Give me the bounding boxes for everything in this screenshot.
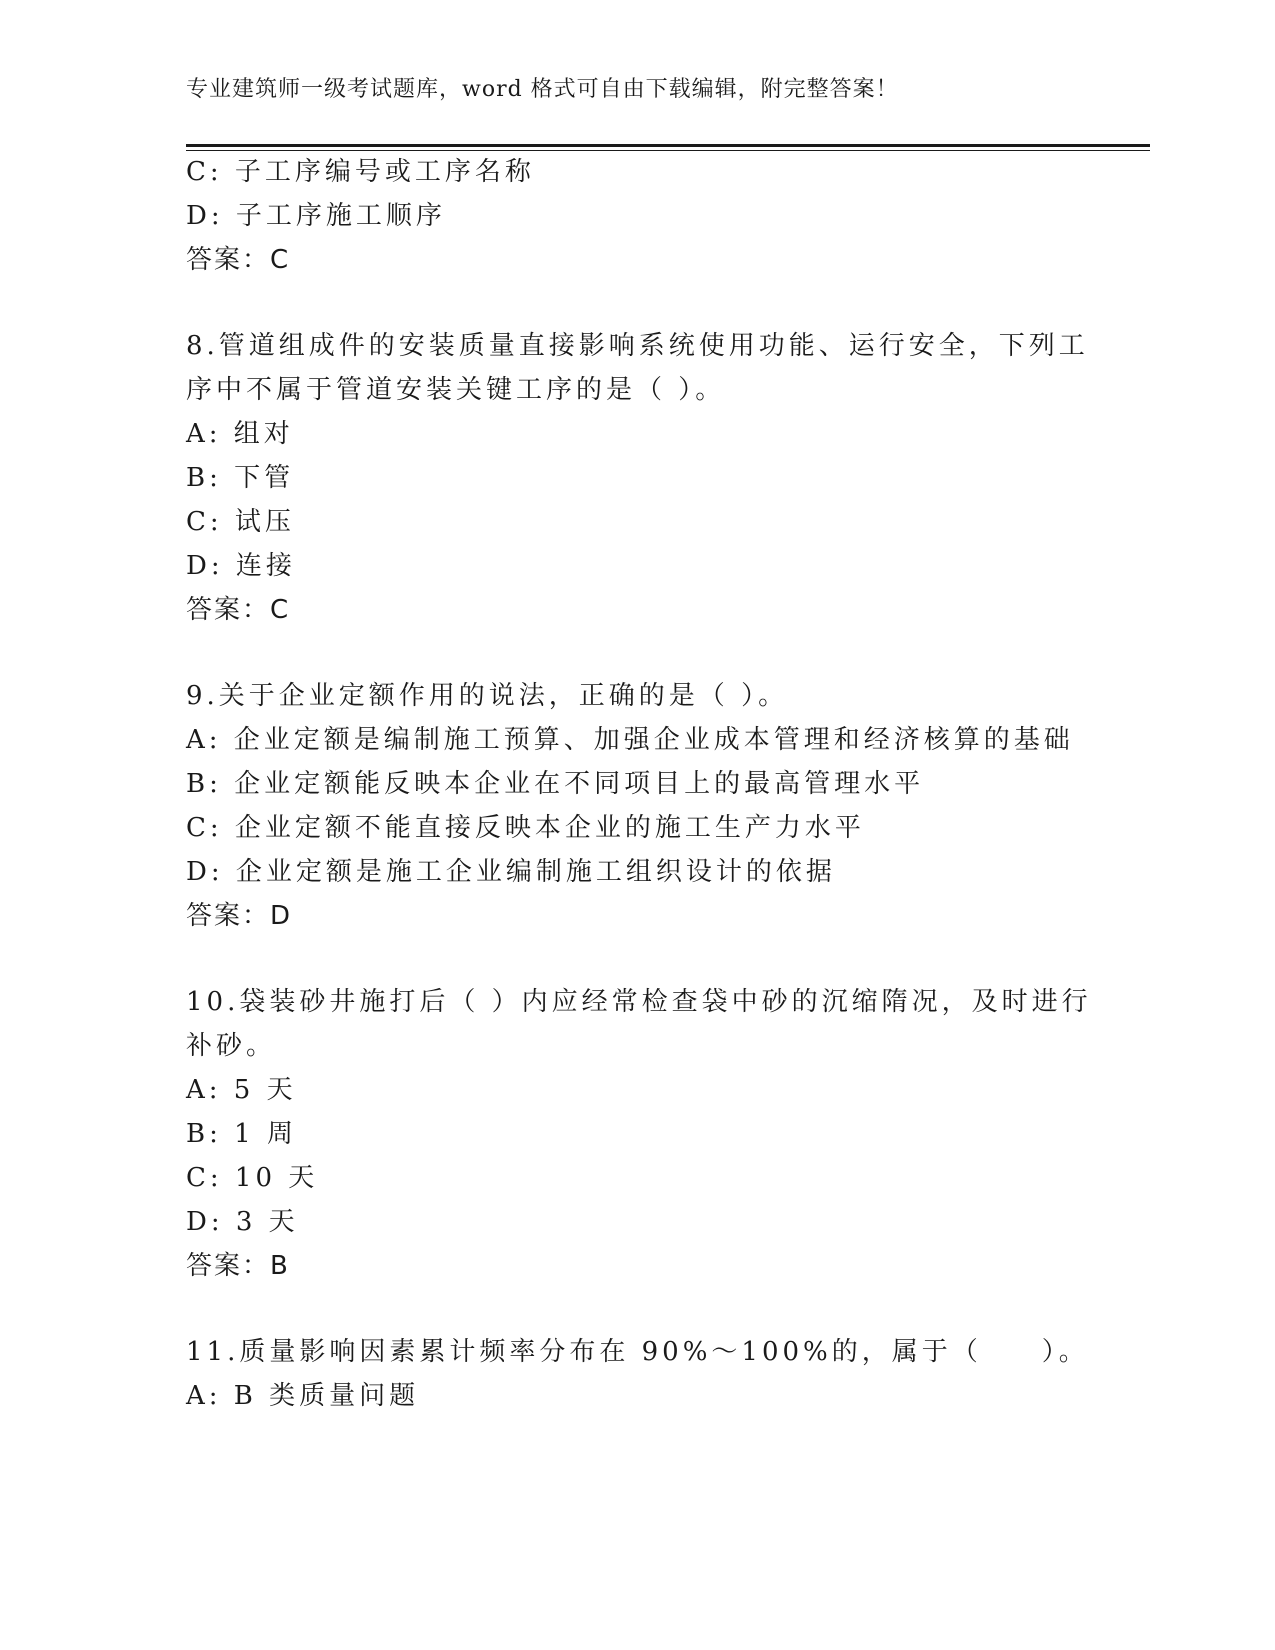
q10-option-b: B: 1 周 xyxy=(186,1119,297,1149)
q7-option-c: C: 子工序编号或工序名称 xyxy=(186,157,535,187)
header-rule-thin xyxy=(186,150,1150,151)
q8-answer: 答案：C xyxy=(186,595,291,625)
q8-stem-line1: 8.管道组成件的安装质量直接影响系统使用功能、运行安全，下列工 xyxy=(186,331,1089,361)
q10-stem-line1: 10.袋装砂井施打后（ ）内应经常检查袋中砂的沉缩隋况，及时进行 xyxy=(186,987,1092,1017)
q8-option-b: B: 下管 xyxy=(186,463,295,493)
q9-answer: 答案：D xyxy=(186,901,293,931)
q11-stem: 11.质量影响因素累计频率分布在 90%～100%的，属于（ ）。 xyxy=(186,1337,1089,1367)
q8-option-a: A: 组对 xyxy=(186,419,294,449)
q9-option-d: D: 企业定额是施工企业编制施工组织设计的依据 xyxy=(186,857,836,887)
q9-option-b: B: 企业定额能反映本企业在不同项目上的最高管理水平 xyxy=(186,769,925,799)
q9-stem: 9.关于企业定额作用的说法，正确的是（ ）。 xyxy=(186,681,789,711)
q7-option-d: D: 子工序施工顺序 xyxy=(186,201,446,231)
q10-stem-line2: 补砂。 xyxy=(186,1031,277,1061)
q11-option-a: A: B 类质量问题 xyxy=(186,1381,420,1411)
page-header: 专业建筑师一级考试题库，word 格式可自由下载编辑，附完整答案！ xyxy=(186,77,899,102)
q10-option-c: C: 10 天 xyxy=(186,1163,319,1193)
q8-option-d: D: 连接 xyxy=(186,551,296,581)
q9-option-c: C: 企业定额不能直接反映本企业的施工生产力水平 xyxy=(186,813,865,843)
q8-option-c: C: 试压 xyxy=(186,507,295,537)
q10-answer: 答案：B xyxy=(186,1251,290,1281)
q10-option-a: A: 5 天 xyxy=(186,1075,297,1105)
header-rule-thick xyxy=(186,144,1150,147)
q10-option-d: D: 3 天 xyxy=(186,1207,299,1237)
q7-answer: 答案：C xyxy=(186,245,291,275)
q8-stem-line2: 序中不属于管道安装关键工序的是（ ）。 xyxy=(186,375,726,405)
q9-option-a: A: 企业定额是编制施工预算、加强企业成本管理和经济核算的基础 xyxy=(186,725,1074,755)
